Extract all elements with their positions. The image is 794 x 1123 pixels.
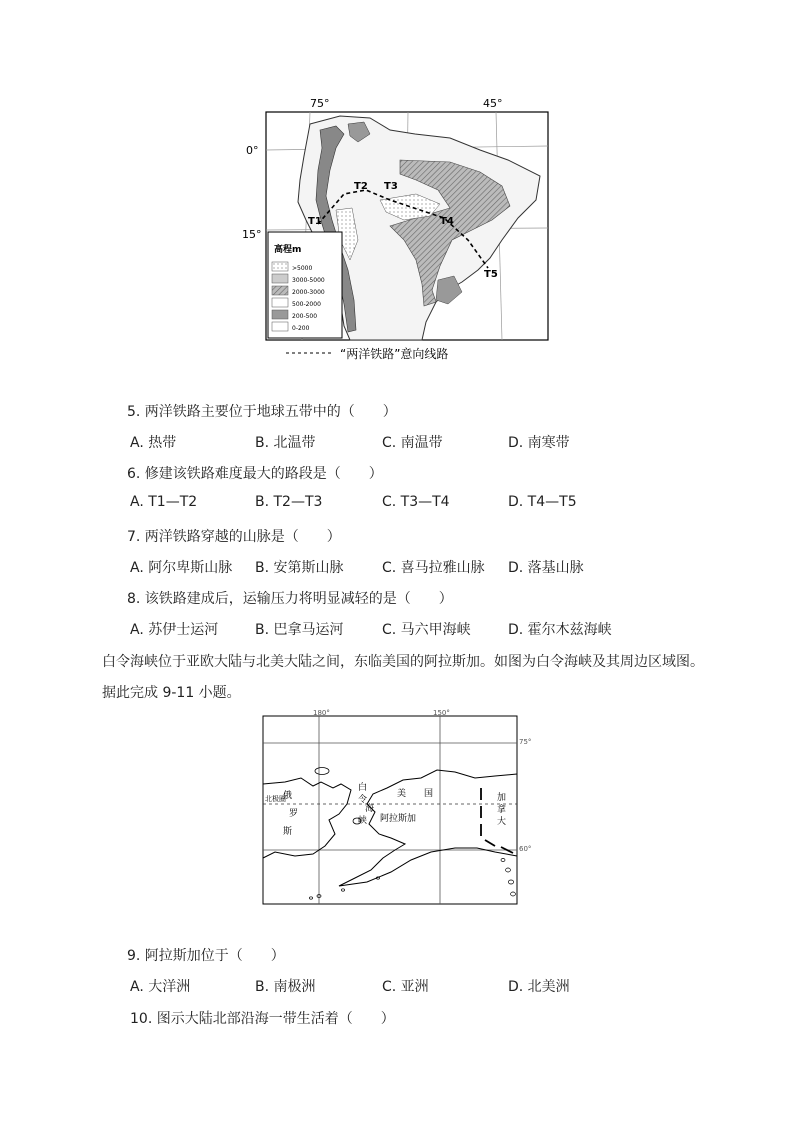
label-strait-4: 峡 [358, 816, 368, 826]
label-alaska: 阿拉斯加 [380, 814, 417, 824]
q7-option-b[interactable]: B. 安第斯山脉 [255, 560, 344, 576]
south-america-map [240, 90, 560, 370]
question-5-stem: 5. 两洋铁路主要位于地球五带中的（ ） [127, 404, 397, 420]
map1-caption: “两洋铁路”意向线路 [340, 347, 449, 361]
q5-option-c[interactable]: C. 南温带 [382, 435, 443, 451]
legend-item: >5000 [292, 265, 313, 272]
lat-label-75: 75° [519, 738, 532, 746]
arctic-circle-label: 北极圈 [265, 795, 286, 803]
station-t2: T2 [354, 181, 368, 192]
q7-option-a[interactable]: A. 阿尔卑斯山脉 [130, 560, 233, 576]
label-canada-1: 加 [497, 793, 507, 803]
q6-option-d[interactable]: D. T4—T5 [508, 494, 577, 510]
station-t5: T5 [484, 269, 498, 280]
lon-label-45: 45° [483, 97, 503, 110]
lon-label-75: 75° [310, 97, 330, 110]
lon-label-150: 150° [433, 709, 450, 717]
question-6-stem: 6. 修建该铁路难度最大的路段是（ ） [127, 466, 383, 482]
legend-title: 高程m [274, 245, 302, 255]
lat-label-15: 15° [242, 228, 262, 241]
q9-option-d[interactable]: D. 北美洲 [508, 979, 570, 995]
label-strait-3: 海 [365, 804, 375, 814]
legend-item: 0-200 [292, 325, 310, 332]
label-usa: 美 国 [397, 789, 434, 799]
question-7-stem: 7. 两洋铁路穿越的山脉是（ ） [127, 529, 341, 545]
legend-item: 500-2000 [292, 301, 321, 308]
label-russia-3: 斯 [283, 827, 293, 837]
q5-option-d[interactable]: D. 南寒带 [508, 435, 570, 451]
q6-option-a[interactable]: A. T1—T2 [130, 494, 198, 510]
q9-option-b[interactable]: B. 南极洲 [255, 979, 316, 995]
label-canada-3: 大 [497, 817, 507, 827]
q7-option-c[interactable]: C. 喜马拉雅山脉 [382, 560, 485, 576]
legend-item: 3000-5000 [292, 277, 325, 284]
station-t1: T1 [308, 216, 322, 227]
question-8-stem: 8. 该铁路建成后，运输压力将明显减轻的是（ ） [127, 591, 453, 607]
label-strait-2: 令 [358, 795, 368, 805]
passage-line-2: 据此完成 9-11 小题。 [102, 685, 241, 701]
q6-option-c[interactable]: C. T3—T4 [382, 494, 450, 510]
lat-label-60: 60° [519, 845, 532, 853]
lon-label-180: 180° [313, 709, 330, 717]
bering-strait-map-svg [255, 708, 540, 908]
q8-option-b[interactable]: B. 巴拿马运河 [255, 622, 344, 638]
station-t4: T4 [440, 216, 454, 227]
south-america-map-svg [240, 90, 560, 370]
q7-option-d[interactable]: D. 落基山脉 [508, 560, 584, 576]
q5-option-b[interactable]: B. 北温带 [255, 435, 316, 451]
label-russia-1: 俄 [283, 791, 293, 801]
q6-option-b[interactable]: B. T2—T3 [255, 494, 323, 510]
bering-strait-map [255, 708, 540, 908]
passage-line-1: 白令海峡位于亚欧大陆与北美大陆之间，东临美国的阿拉斯加。如图为白令海峡及其周边区域图。 [102, 654, 704, 670]
q8-option-d[interactable]: D. 霍尔木兹海峡 [508, 622, 612, 638]
q9-option-a[interactable]: A. 大洋洲 [130, 979, 191, 995]
label-strait-1: 白 [358, 783, 368, 793]
lat-label-0: 0° [246, 144, 259, 157]
map2-frame [263, 716, 517, 904]
question-10-stem: 10. 图示大陆北部沿海一带生活着（ ） [130, 1011, 395, 1027]
q8-option-c[interactable]: C. 马六甲海峡 [382, 622, 471, 638]
q8-option-a[interactable]: A. 苏伊士运河 [130, 622, 219, 638]
legend-item: 2000-3000 [292, 289, 325, 296]
q9-option-c[interactable]: C. 亚洲 [382, 979, 429, 995]
question-9-stem: 9. 阿拉斯加位于（ ） [127, 948, 285, 964]
label-russia-2: 罗 [289, 809, 299, 819]
label-canada-2: 拿 [497, 805, 507, 815]
q5-option-a[interactable]: A. 热带 [130, 435, 177, 451]
legend-item: 200-500 [292, 313, 318, 320]
station-t3: T3 [384, 181, 398, 192]
